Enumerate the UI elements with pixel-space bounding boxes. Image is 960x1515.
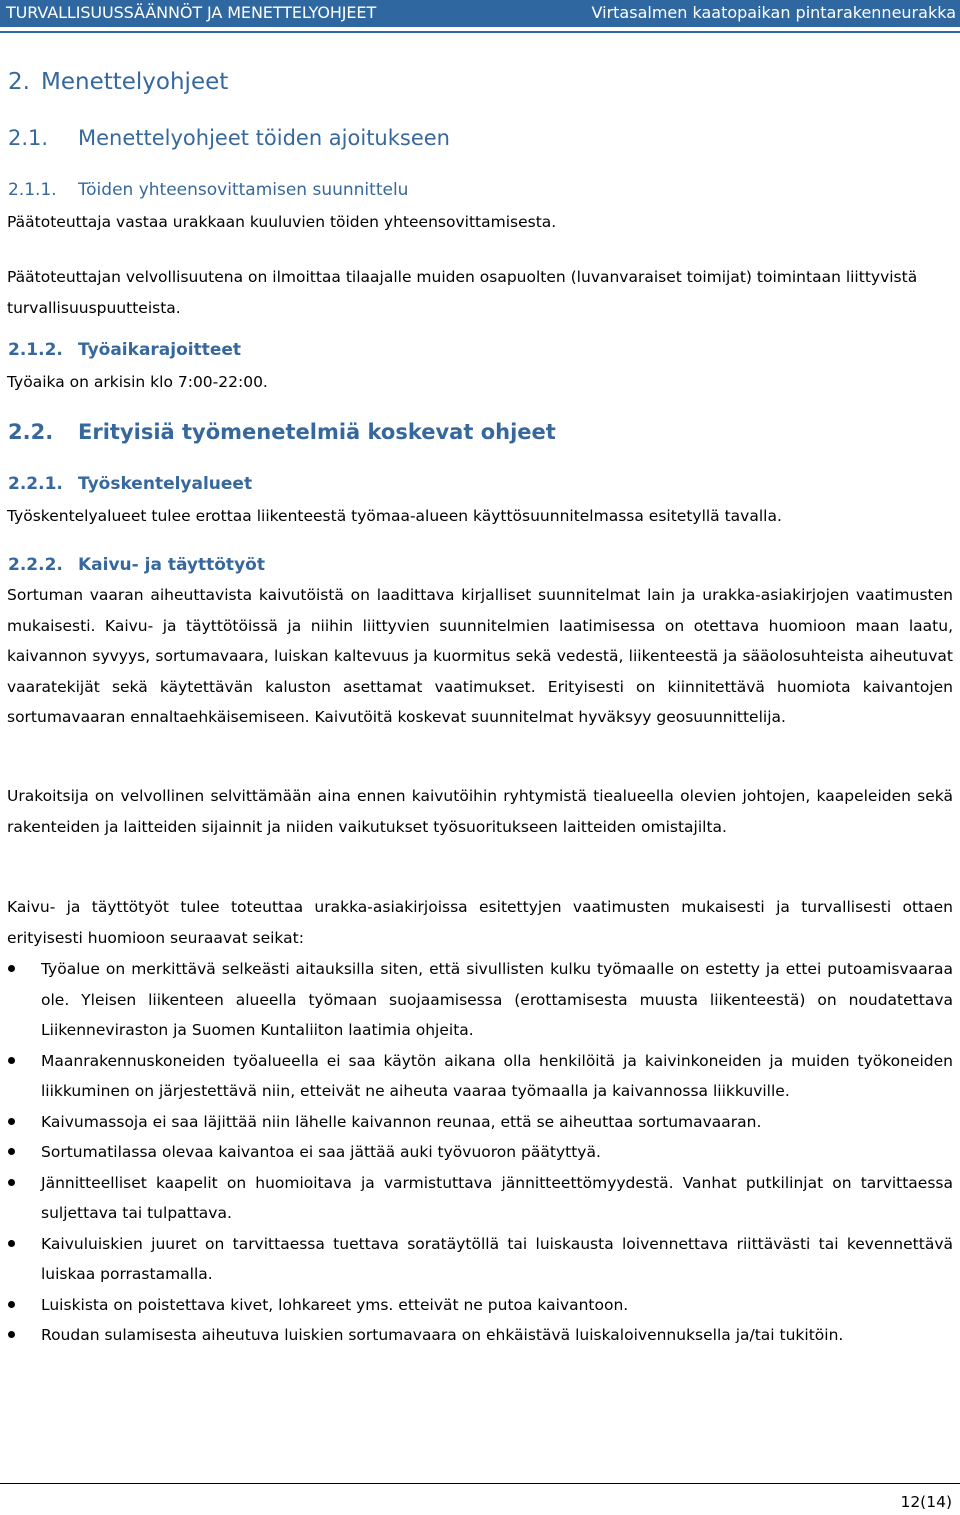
heading-2-text: Menettelyohjeet xyxy=(41,69,229,95)
list-item-text: Kaivumassoja ei saa läjittää niin lähelle kaivannon reunaa, että se aiheuttaa sortumavaaran. xyxy=(41,1112,762,1131)
heading-2-1-number: 2.1. xyxy=(8,126,49,150)
list-item-text: Jännitteelliset kaapelit on huomioitava ja varmistuttava jännitteettömyydestä. Vanhat putkilinjat on tarvittaessa suljettava tai tulpattava. xyxy=(41,1173,953,1222)
list-item xyxy=(0,1107,953,1138)
safety-bullet-list xyxy=(0,954,960,1351)
heading-2-2-1 xyxy=(8,474,252,494)
list-item-text: Roudan sulamisesta aiheutuva luiskien sortumavaara on ehkäistävä luiskaloivennuksella ja/tai tukitöin. xyxy=(41,1326,844,1344)
bullet-icon xyxy=(8,1240,15,1247)
heading-2-1-1 xyxy=(8,180,408,200)
paragraph-working-hours: Työaika on arkisin klo 7:00-22:00. xyxy=(7,373,268,391)
heading-2-2-2-text: Kaivu- ja täyttötyöt xyxy=(78,555,265,575)
page-number: 12(14) xyxy=(900,1493,952,1511)
heading-2-number: 2. xyxy=(8,69,30,95)
page-header xyxy=(0,0,960,27)
bullet-icon xyxy=(8,1118,15,1125)
bullet-icon xyxy=(8,1148,15,1155)
bullet-icon xyxy=(8,1331,15,1338)
list-item xyxy=(0,1137,953,1168)
bullet-icon xyxy=(8,1057,15,1064)
heading-2-1-2-text: Työaikarajoitteet xyxy=(78,340,242,360)
header-project-name: Virtasalmen kaatopaikan pintarakenneurakka xyxy=(591,3,956,22)
heading-2-2-text: Erityisiä työmenetelmiä koskevat ohjeet xyxy=(78,420,556,444)
heading-2-2-1-number: 2.2.1. xyxy=(8,474,63,494)
heading-2-2-number: 2.2. xyxy=(8,420,54,444)
heading-2-1-text: Menettelyohjeet töiden ajoitukseen xyxy=(78,126,450,150)
heading-2-2-2-number: 2.2.2. xyxy=(8,555,63,575)
paragraph-excavation-plans: Sortuman vaaran aiheuttavista kaivutöistä on laadittava kirjalliset suunnitelmat lain ja urakka-asiakirjojen vaatimusten mukaisesti. Kaivu- ja täyttötöissä ja niihin liittyvien suunnitelmien laatimisessa on otettava huomioon maan laatu, kaivannon syvyys, sortumavaara, luiskan kaltevuus ja kuormitus sekä vedestä, liikenteestä ja sääolosuhteista aiheutuvat vaaratekijät sekä käytettävän kaluston asettamat vaatimukset. Erityisesti on kiinnitettävä huomiota kaivantojen sortumavaaran ennaltaehkäisemiseen. Kaivutöitä koskevat suunnitelmat hyväksyy geosuunnittelija. xyxy=(7,586,953,726)
list-item xyxy=(0,1290,953,1321)
bullet-icon xyxy=(8,1301,15,1308)
header-divider xyxy=(0,31,960,33)
list-item xyxy=(0,1229,953,1290)
heading-2-1-1-number: 2.1.1. xyxy=(8,180,57,200)
heading-2 xyxy=(8,69,228,95)
paragraph-coordination: Päätoteuttaja vastaa urakkaan kuuluvien töiden yhteensovittamisesta. xyxy=(7,213,557,231)
heading-2-1-1-text: Töiden yhteensovittamisen suunnittelu xyxy=(78,180,409,200)
paragraph-safety-reporting: Päätoteuttajan velvollisuutena on ilmoittaa tilaajalle muiden osapuolten (luvanvaraiset toimijat) toimintaan liittyvistä turvallisuuspuutteista. xyxy=(7,268,918,317)
list-item-text: Työalue on merkittävä selkeästi aitauksilla siten, että sivullisten kulku työmaalle on estetty ja ettei putoamisvaaraa ole. Yleisen liikenteen alueella työmaan suojaamisessa (erottamisesta muusta liikenteestä) on noudatettava Liikenneviraston ja Suomen Kuntaliiton laatimia ohjeita. xyxy=(41,960,953,1039)
heading-2-1-2 xyxy=(8,340,241,360)
heading-2-2-2 xyxy=(8,555,265,575)
footer-divider xyxy=(0,1483,960,1484)
header-document-title: TURVALLISUUSSÄÄNNÖT JA MENETTELYOHJEET xyxy=(6,3,377,22)
list-item-text: Sortumatilassa olevaa kaivantoa ei saa jättää auki työvuoron päätyttyä. xyxy=(41,1143,601,1161)
paragraph-safety-considerations: Kaivu- ja täyttötyöt tulee toteuttaa urakka-asiakirjoissa esitettyjen vaatimusten mukaisesti ja turvallisesti ottaen erityisesti huomioon seuraavat seikat: xyxy=(7,898,953,947)
list-item xyxy=(0,1168,953,1229)
list-item-text: Maanrakennuskoneiden työalueella ei saa käytön aikana olla henkilöitä ja kaivinkoneiden ja muiden työkoneiden liikkuminen on järjestettävä niin, etteivät ne aiheuta vaaraa työmaalla ja kaivannossa liikkuville. xyxy=(41,1051,953,1100)
list-item xyxy=(0,1046,953,1107)
bullet-icon xyxy=(8,1179,15,1186)
bullet-icon xyxy=(8,965,15,972)
list-item-text: Kaivuluiskien juuret on tarvittaessa tuettava soratäytöllä tai luiskausta loivennettava riittävästi tai kevennettävä luiskaa porrastamalla. xyxy=(41,1234,953,1283)
heading-2-1 xyxy=(8,126,450,150)
paragraph-work-areas: Työskentelyalueet tulee erottaa liikenteestä työmaa-alueen käyttösuunnitelmassa esitetyllä tavalla. xyxy=(7,507,782,525)
heading-2-2 xyxy=(8,420,556,444)
list-item xyxy=(0,1320,953,1351)
heading-2-1-2-number: 2.1.2. xyxy=(8,340,63,360)
list-item xyxy=(0,954,953,1046)
heading-2-2-1-text: Työskentelyalueet xyxy=(78,474,253,494)
list-item-text: Luiskista on poistettava kivet, lohkareet yms. etteivät ne putoa kaivantoon. xyxy=(41,1295,629,1314)
paragraph-contractor-duties: Urakoitsija on velvollinen selvittämään aina ennen kaivutöihin ryhtymistä tiealueella olevien johtojen, kaapeleiden sekä rakenteiden ja laitteiden sijainnit ja niiden vaikutukset työsuoritukseen laitteiden omistajilta. xyxy=(7,787,953,836)
